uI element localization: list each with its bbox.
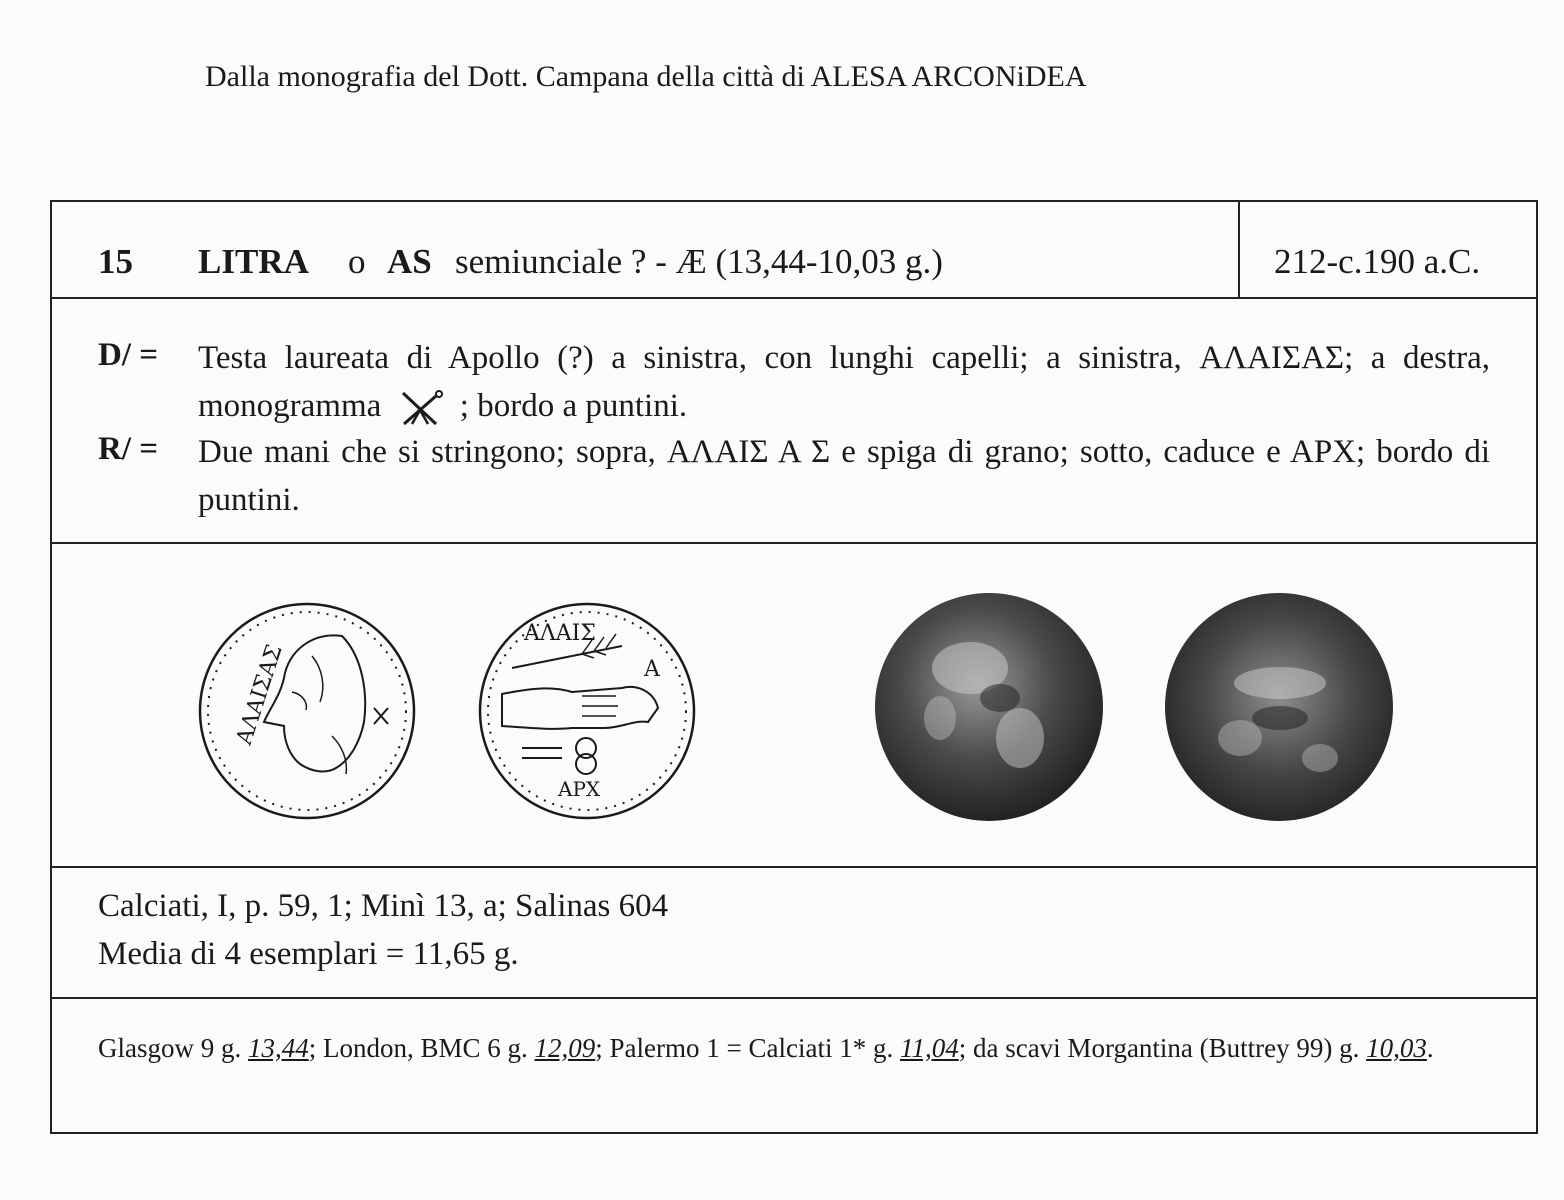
specimen-weight-glasgow: 13,44 bbox=[248, 1033, 309, 1063]
header-row bbox=[52, 202, 1536, 299]
catalog-table bbox=[50, 200, 1538, 1134]
specimens-row bbox=[52, 999, 1536, 1132]
coin-drawing-obverse bbox=[192, 596, 422, 826]
obverse-label: D/ = bbox=[98, 337, 159, 373]
images-row bbox=[52, 544, 1536, 868]
reverse-label: R/ = bbox=[98, 431, 159, 467]
obverse-text: Testa laureata di Apollo (?) a sinistra, con lunghi capelli; a sinistra, ΑΛΑΙΣΑΣ; a destra, monogramma bbox=[198, 340, 1490, 424]
specimen-glasgow: Glasgow 9 g. bbox=[98, 1033, 248, 1063]
description-row bbox=[52, 299, 1536, 544]
specimen-list bbox=[98, 1027, 1493, 1070]
weight-info: semiunciale ? - Æ (13,44-10,03 g.) bbox=[455, 242, 943, 281]
coin-photo-reverse bbox=[1160, 588, 1398, 826]
source-line: Dalla monografia del Dott. Campana della città di ALESA ARCONiDEA bbox=[205, 60, 1087, 93]
obverse-drawing-legend: ΑΛΑΙΣΑΣ bbox=[231, 641, 288, 748]
reverse-drawing-letter-a: Α bbox=[644, 657, 660, 682]
specimen-weight-morgantina: 10,03 bbox=[1366, 1033, 1427, 1063]
reverse-description: Due mani che si stringono; sopra, ΑΛΑΙΣ Α Σ e spiga di grano; sotto, caduce e APX; bordo di puntini. bbox=[198, 434, 1490, 518]
obverse-text-end: ; bordo a puntini. bbox=[459, 388, 688, 424]
reverse-drawing-legend-bottom: ΑΡΧ bbox=[558, 777, 601, 801]
specimen-palermo: ; Palermo 1 = Calciati 1* g. bbox=[595, 1033, 900, 1063]
date-range: 212-c.190 a.C. bbox=[1274, 242, 1481, 281]
monogram-mark bbox=[374, 708, 388, 724]
specimen-weight-london: 12,09 bbox=[534, 1033, 596, 1063]
specimen-london: ; London, BMC 6 g. bbox=[308, 1033, 535, 1063]
specimen-weight-palermo: 11,04 bbox=[899, 1033, 959, 1063]
header-divider bbox=[1238, 202, 1240, 297]
reverse-drawing-legend-top: ΑΛΑΙΣ bbox=[524, 621, 596, 646]
specimen-morgantina: ; da scavi Morgantina (Buttrey 99) g. bbox=[958, 1033, 1367, 1063]
average-weight: Media di 4 esemplari = 11,65 g. bbox=[98, 936, 519, 972]
bibliography-references: Calciati, I, p. 59, 1; Minì 13, a; Salinas 604 bbox=[98, 888, 669, 924]
conjunction: o bbox=[348, 242, 366, 281]
entry-number: 15 bbox=[98, 242, 133, 281]
obverse-description bbox=[198, 334, 1490, 430]
references-row bbox=[52, 868, 1536, 999]
coin-photo-obverse bbox=[870, 588, 1108, 826]
specimen-end: . bbox=[1426, 1033, 1434, 1063]
coin-drawing-reverse bbox=[472, 596, 702, 826]
denomination: LITRA bbox=[198, 242, 309, 281]
denomination-alt: AS bbox=[387, 242, 432, 281]
monogram-icon bbox=[398, 388, 444, 428]
